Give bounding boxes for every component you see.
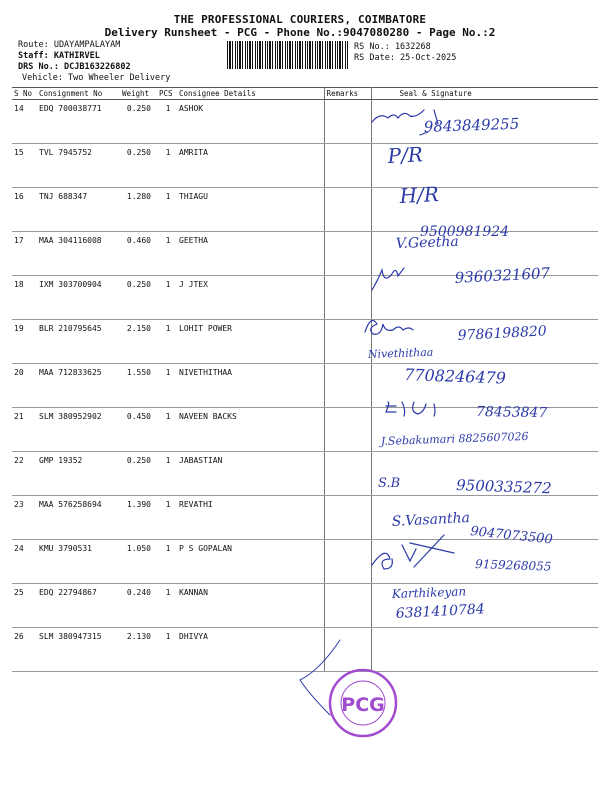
cell-consignee: ASHOK	[177, 100, 324, 144]
cell-sno: 15	[12, 144, 37, 188]
table-row	[12, 144, 598, 188]
cell-signature	[371, 320, 598, 364]
table-row	[12, 232, 598, 276]
cell-signature	[371, 540, 598, 584]
runsheet-subtitle: Delivery Runsheet - PCG - Phone No.:9047080280 - Page No.:2	[104, 26, 496, 39]
cell-remarks	[324, 320, 371, 364]
cell-consignment-no: TVL 7945752	[37, 144, 120, 188]
company-name: THE PROFESSIONAL COURIERS, COIMBATORE	[173, 13, 427, 26]
rs-number: RS No.: 1632268	[354, 42, 431, 52]
cell-consignee: JABASTIAN	[177, 452, 324, 496]
table-row	[12, 628, 598, 672]
handwritten-note: 9786198820	[457, 323, 548, 344]
cell-remarks	[324, 276, 371, 320]
handwritten-note: 9500981924	[420, 224, 510, 240]
cell-pcs: 1	[157, 188, 177, 232]
cell-consignment-no: SLM 380947315	[37, 628, 120, 672]
cell-signature	[371, 188, 598, 232]
cell-sno: 24	[12, 540, 37, 584]
drs-number: DRS No.: DCJB163226802	[18, 62, 131, 72]
cell-sno: 25	[12, 584, 37, 628]
cell-sno: 19	[12, 320, 37, 364]
stamp-inner-ring	[341, 681, 385, 725]
handwritten-note: V.Geetha	[395, 233, 459, 252]
cell-sno: 22	[12, 452, 37, 496]
cell-weight: 0.450	[120, 408, 157, 452]
cell-sno: 17	[12, 232, 37, 276]
handwritten-note: 6381410784	[395, 601, 486, 622]
cell-consignee: DHIVYA	[177, 628, 324, 672]
cell-consignment-no: TNJ 688347	[37, 188, 120, 232]
table-row	[12, 320, 598, 364]
cell-consignment-no: EDQ 700038771	[37, 100, 120, 144]
cell-consignee: KANNAN	[177, 584, 324, 628]
col-remarks: Remarks	[324, 88, 371, 100]
handwritten-note: 9159268055	[474, 557, 552, 574]
cell-pcs: 1	[157, 364, 177, 408]
cell-weight: 0.240	[120, 584, 157, 628]
vehicle-label: Vehicle: Two Wheeler Delivery	[22, 73, 171, 83]
cell-signature	[371, 628, 598, 672]
cell-sno: 20	[12, 364, 37, 408]
cell-consignee: P S GOPALAN	[177, 540, 324, 584]
cell-remarks	[324, 628, 371, 672]
cell-signature	[371, 100, 598, 144]
table-row	[12, 452, 598, 496]
runsheet-table	[12, 87, 598, 672]
cell-pcs: 1	[157, 276, 177, 320]
rs-date: RS Date: 25-Oct-2025	[354, 53, 457, 63]
cell-sno: 16	[12, 188, 37, 232]
cell-signature	[371, 408, 598, 452]
cell-consignment-no: IXM 303700904	[37, 276, 120, 320]
table-row	[12, 188, 598, 232]
table-row	[12, 100, 598, 144]
cell-sno: 21	[12, 408, 37, 452]
cell-remarks	[324, 408, 371, 452]
cell-pcs: 1	[157, 100, 177, 144]
cell-consignee: AMRITA	[177, 144, 324, 188]
pcg-stamp	[330, 670, 396, 736]
cell-pcs: 1	[157, 496, 177, 540]
table-header-row	[12, 88, 598, 100]
cell-signature	[371, 364, 598, 408]
cell-pcs: 1	[157, 232, 177, 276]
cell-remarks	[324, 232, 371, 276]
stamp-text: PCG	[341, 694, 385, 716]
cell-consignee: THIAGU	[177, 188, 324, 232]
handwritten-note: Nivethithaa	[367, 345, 434, 361]
cell-remarks	[324, 188, 371, 232]
table-row	[12, 584, 598, 628]
col-consignment: Consignment No	[37, 88, 120, 100]
cell-pcs: 1	[157, 540, 177, 584]
cell-consignment-no: MAA 576258694	[37, 496, 120, 540]
route-label: Route: UDAYAMPALAYAM	[18, 40, 121, 50]
cell-signature	[371, 232, 598, 276]
cell-sno: 23	[12, 496, 37, 540]
cell-consignee: GEETHA	[177, 232, 324, 276]
cell-pcs: 1	[157, 320, 177, 364]
cell-consignment-no: GMP 19352	[37, 452, 120, 496]
cell-remarks	[324, 364, 371, 408]
handwritten-note: 9047073500	[469, 524, 554, 548]
col-consignee: Consignee Details	[177, 88, 324, 100]
cell-pcs: 1	[157, 584, 177, 628]
cell-pcs: 1	[157, 628, 177, 672]
cell-consignment-no: MAA 712833625	[37, 364, 120, 408]
cell-sno: 26	[12, 628, 37, 672]
cell-weight: 0.250	[120, 100, 157, 144]
handwritten-note: 7708246479	[403, 365, 507, 388]
cell-consignee: NIVETHITHAA	[177, 364, 324, 408]
cell-consignee: REVATHI	[177, 496, 324, 540]
cell-pcs: 1	[157, 452, 177, 496]
cell-consignment-no: EDQ 22794867	[37, 584, 120, 628]
barcode	[227, 41, 349, 69]
cell-remarks	[324, 144, 371, 188]
cell-consignment-no: MAA 304116008	[37, 232, 120, 276]
cell-weight: 0.250	[120, 144, 157, 188]
handwritten-note: J.Sebakumari 8825607026	[380, 429, 529, 448]
table-row	[12, 408, 598, 452]
cell-signature	[371, 276, 598, 320]
cell-remarks	[324, 100, 371, 144]
handwritten-note: 9843849255	[423, 114, 520, 136]
cell-signature	[371, 452, 598, 496]
staff-label: Staff: KATHIRVEL	[18, 51, 100, 61]
cell-weight: 1.280	[120, 188, 157, 232]
cell-weight: 1.390	[120, 496, 157, 540]
handwritten-note: 9360321607	[454, 264, 551, 287]
cell-weight: 2.150	[120, 320, 157, 364]
cell-consignee: LOHIT POWER	[177, 320, 324, 364]
cell-weight: 0.250	[120, 452, 157, 496]
cell-signature	[371, 496, 598, 540]
handwritten-note: P/R	[387, 142, 424, 168]
cell-consignment-no: BLR 210795645	[37, 320, 120, 364]
col-sno: S No	[12, 88, 37, 100]
cell-sno: 18	[12, 276, 37, 320]
cell-weight: 0.460	[120, 232, 157, 276]
table-row	[12, 540, 598, 584]
stamp-outer-ring	[330, 670, 396, 736]
col-signature: Seal & Signature	[371, 88, 598, 100]
cell-weight: 2.130	[120, 628, 157, 672]
cell-consignment-no: SLM 380952902	[37, 408, 120, 452]
handwritten-note: 9500335272	[455, 476, 552, 498]
cell-remarks	[324, 584, 371, 628]
cell-remarks	[324, 540, 371, 584]
cell-weight: 1.050	[120, 540, 157, 584]
handwritten-note: 78453847	[475, 404, 548, 422]
table-row	[12, 276, 598, 320]
col-weight: Weight	[120, 88, 157, 100]
cell-sno: 14	[12, 100, 37, 144]
cell-weight: 0.250	[120, 276, 157, 320]
table-row	[12, 364, 598, 408]
cell-signature	[371, 144, 598, 188]
handwritten-note: Karthikeyan	[391, 584, 467, 601]
handwritten-note: S.Vasantha	[391, 509, 471, 530]
cell-remarks	[324, 496, 371, 540]
cell-consignment-no: KMU 3790531	[37, 540, 120, 584]
cell-pcs: 1	[157, 144, 177, 188]
handwritten-note: H/R	[399, 181, 440, 208]
cell-weight: 1.550	[120, 364, 157, 408]
cell-signature	[371, 584, 598, 628]
col-pcs: PCS	[157, 88, 177, 100]
cell-remarks	[324, 452, 371, 496]
cell-pcs: 1	[157, 408, 177, 452]
cell-consignee: J JTEX	[177, 276, 324, 320]
table-row	[12, 496, 598, 540]
cell-consignee: NAVEEN BACKS	[177, 408, 324, 452]
handwritten-note: S.B	[378, 476, 401, 491]
